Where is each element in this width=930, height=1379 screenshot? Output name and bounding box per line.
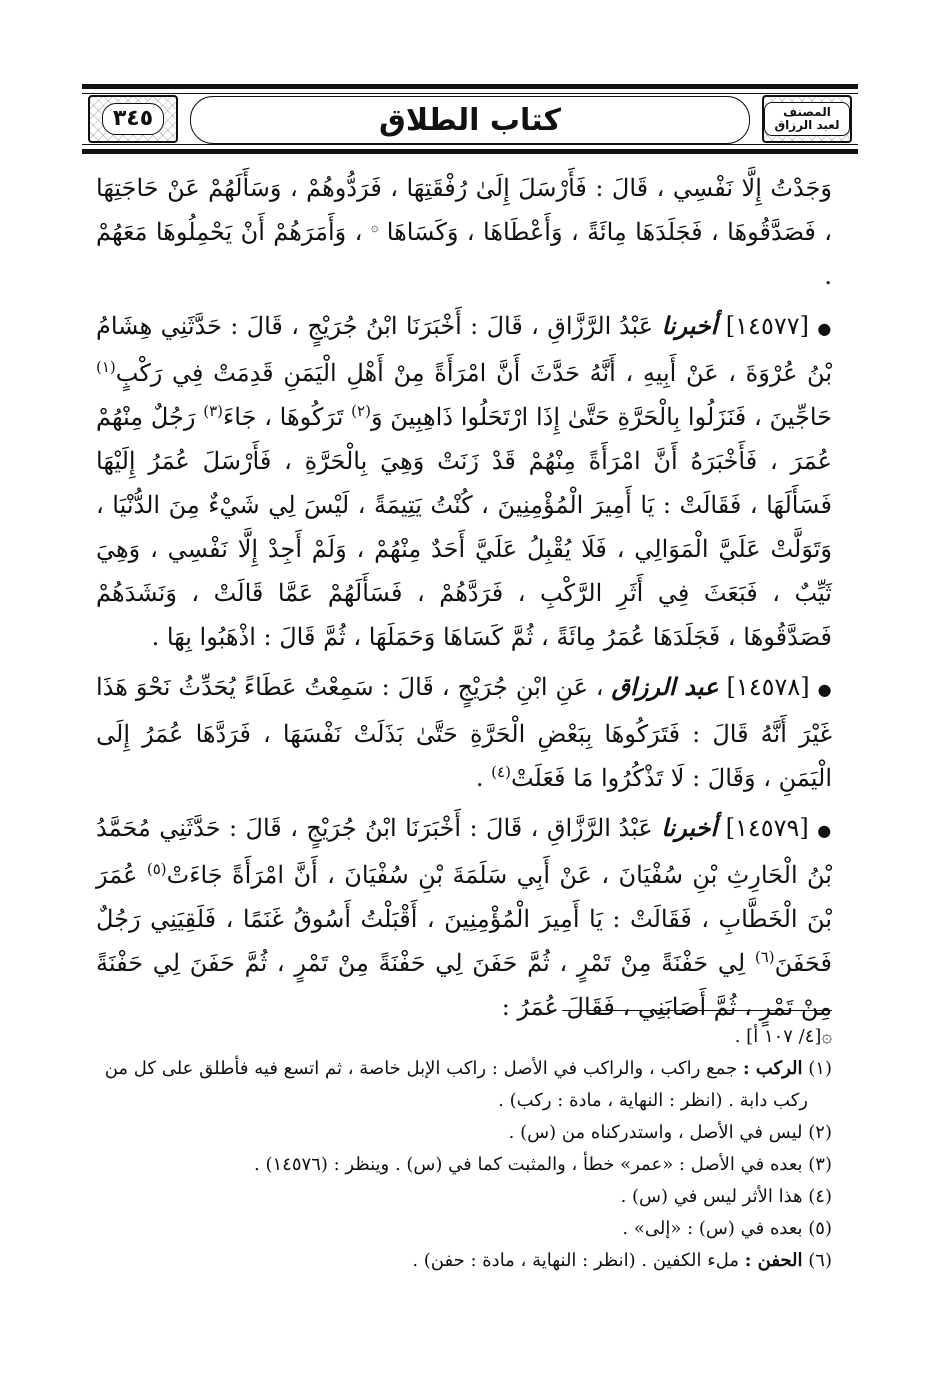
folio-note: ۞[٤/ ١٠٧ أ] . bbox=[734, 1026, 832, 1047]
hadith-14579 bbox=[96, 806, 832, 1029]
hadith-source: أخبرنا bbox=[661, 311, 718, 340]
footnote-number: (٣) bbox=[808, 1154, 832, 1175]
footnote-separator bbox=[562, 1010, 832, 1011]
folio-marker-icon: ۞ bbox=[370, 220, 379, 235]
chapter-title: كتاب الطلاق bbox=[379, 102, 561, 138]
bullet-icon: ● bbox=[817, 680, 832, 699]
footnote-item bbox=[96, 1182, 832, 1212]
hadith-text: عُمَرَ بْنَ الْخَطَّابِ ، فَقَالَتْ : يَا أَمِيرَ الْمُؤْمِنِينَ ، أَقْبَلْتُ أَسُوقُ غَنَمًا ، فَلَقِيَنِي رَجُلٌ فَحَفَنَ bbox=[96, 861, 832, 977]
book-logo: المصنف لعبد الرزاق bbox=[764, 102, 850, 136]
footnote-ref: (١) bbox=[96, 358, 116, 376]
hadith-source: أخبرنا bbox=[661, 813, 718, 842]
footnote-number: (٥) bbox=[808, 1218, 832, 1239]
page-number-ornament bbox=[88, 95, 178, 143]
footnote-number: (١) bbox=[808, 1058, 832, 1079]
footnote-ref: (٣) bbox=[203, 402, 224, 420]
footnote-text: بعده في الأصل : «عمر» خطأ ، والمثبت كما في (س) . وينظر : (١٤٥٧٦) . bbox=[254, 1154, 803, 1175]
footnote-item bbox=[96, 1246, 832, 1276]
footnote-text: بعده في (س) : «إلى» . bbox=[622, 1218, 803, 1239]
page-header bbox=[82, 84, 858, 154]
main-text bbox=[96, 166, 832, 1035]
hadith-text: ، عَنِ ابْنِ جُرَيْجٍ ، قَالَ : سَمِعْتُ عَطَاءً يُحَدِّثُ نَحْوَ هَذَا غَيْرَ أَنَّهُ قَالَ : فَتَرَكُوهَا بِبَعْضِ الْحَرَّةِ حَتَّىٰ بَذَلَتْ نَفْسَهَا ، فَرَدَّهَا عُمَرُ إِلَى الْيَمَنِ ، وَقَالَ : لَا تَذْكُرُوا مَا فَعَلَتْ bbox=[96, 673, 832, 792]
footnote-number: (٦) bbox=[808, 1250, 832, 1271]
hadith-number: [١٤٥٧٨] bbox=[726, 673, 810, 701]
footnote-text: ليس في الأصل ، واستدركناه من (س) . bbox=[508, 1122, 803, 1143]
footnotes bbox=[96, 1022, 832, 1278]
footnote-text: ملء الكفين . (انظر : النهاية ، مادة : حفن) . bbox=[412, 1250, 739, 1271]
hadith-text: تَرَكُوهَا ، جَاءَ bbox=[223, 403, 344, 431]
hadith-text: لِي حَفْنَةً مِنْ تَمْرٍ ، ثُمَّ حَفَنَ لِي حَفْنَةً مِنْ تَمْرٍ ، ثُمَّ حَفَنَ لِي حَفْنَةً مِنْ تَمْرٍ ، ثُمَّ أَصَابَنِي ، فَقَالَ عُمَرُ : bbox=[96, 949, 832, 1021]
hadith-14578 bbox=[96, 665, 832, 800]
footnote-continuation: ركب دابة . (انظر : النهاية ، مادة : ركب) . bbox=[498, 1090, 808, 1111]
book-logo-ornament bbox=[762, 95, 852, 143]
footnote-number: (٢) bbox=[808, 1122, 832, 1143]
hadith-text: رَجُلٌ مِنْهُمْ عُمَرَ ، فَأَخْبَرَهُ أَنَّ امْرَأَةً مِنْهُمْ قَدْ زَنَتْ وَهِيَ بِالْحَرَّةِ ، فَأَرْسَلَ عُمَرُ إِلَيْهَا فَسَأَلَهَا ، فَقَالَتْ : يَا أَمِيرَ الْمُؤْمِنِينَ ، كُنْتُ يَتِيمَةً ، لَيْسَ لِي شَيْءٌ مِنَ الدُّنْيَا ، وَتَوَلَّتْ عَلَيَّ الْمَوَالِي ، فَلَا يُقْبِلُ عَلَيَّ أَحَدٌ مِنْهُمْ ، وَلَمْ أَجِدْ إِلَّا نَفْسِي ، وَهِيَ ثَيِّبٌ ، فَبَعَثَ فِي أَثَرِ الرَّكْبِ ، فَرَدَّهُمْ ، فَسَأَلَهُمْ عَمَّا قَالَتْ ، وَنَشَدَهُمْ فَصَدَّقُوهَا ، فَجَلَدَهَا عُمَرُ مِائَةً ، ثُمَّ كَسَاهَا وَحَمَلَهَا ، ثُمَّ قَالَ : اذْهَبُوا بِهَا . bbox=[96, 403, 832, 651]
footnote-term: الركب : bbox=[742, 1058, 803, 1079]
footnote-item bbox=[96, 1054, 832, 1084]
hadith-14577 bbox=[96, 304, 832, 659]
footnote-number: (٤) bbox=[808, 1186, 832, 1207]
page-number: ٣٤٥ bbox=[102, 103, 164, 135]
footnote-text: هذا الأثر ليس في (س) . bbox=[620, 1186, 803, 1207]
paragraph-continuation bbox=[96, 166, 832, 298]
footnote-ref: (٦) bbox=[754, 948, 775, 966]
hadith-text: عَبْدُ الرَّزَّاقِ ، قَالَ : أَخْبَرَنَا ابْنُ جُرَيْجٍ ، قَالَ : حَدَّثَنِي مُحَمَّدُ بْنُ الْحَارِثِ بْنِ سُفْيَانَ ، عَنْ أَبِي سَلَمَةَ بْنِ سُفْيَانَ ، أَنَّ امْرَأَةً جَاءَتْ bbox=[96, 814, 832, 889]
footnote-ref: (٥) bbox=[146, 860, 167, 878]
paragraph-text: وَجَدْتُ إِلَّا نَفْسِي ، قَالَ : فَأَرْسَلَ إِلَىٰ رُفْقَتِهَا ، فَرَدُّوهُمْ ، وَسَأَلَهُمْ عَنْ حَاجَتِهَا ، فَصَدَّقُوهَا ، فَجَلَدَهَا مِائَةً ، وَأَعْطَاهَا ، وَكَسَاهَا bbox=[96, 174, 832, 246]
hadith-number: [١٤٥٧٩] bbox=[725, 814, 809, 842]
footnote-ref: (٤) bbox=[491, 763, 511, 781]
hadith-text: عَبْدُ الرَّزَّاقِ ، قَالَ : أَخْبَرَنَا ابْنُ جُرَيْجٍ ، قَالَ : حَدَّثَنِي هِشَامُ بْنُ عُرْوَةَ ، عَنْ أَبِيهِ ، أَنَّهُ حَدَّثَ أَنَّ امْرَأَةً مِنْ أَهْلِ الْيَمَنِ قَدِمَتْ فِي رَكْبٍ bbox=[96, 312, 832, 387]
footnote-ref: (٢) bbox=[351, 402, 371, 420]
footnote-item bbox=[96, 1214, 832, 1244]
footnote-item bbox=[96, 1118, 832, 1148]
chapter-title-cartouche bbox=[190, 96, 750, 144]
footnote-text: جمع راكب ، والراكب في الأصل : راكب الإبل خاصة ، ثم اتسع فيه فأطلق على كل من bbox=[104, 1058, 738, 1079]
hadith-text: . bbox=[475, 764, 484, 792]
hadith-number: [١٤٥٧٧] bbox=[725, 312, 809, 340]
footnote-item bbox=[96, 1150, 832, 1180]
bullet-icon: ● bbox=[817, 319, 832, 338]
hadith-text: حَاجِّينَ ، فَنَزَلُوا بِالْحَرَّةِ حَتَّىٰ إِذَا ارْتَحَلُوا ذَاهِبِينَ وَ bbox=[370, 403, 832, 431]
bullet-icon: ● bbox=[817, 821, 832, 840]
hadith-source: عبد الرزاق bbox=[611, 672, 719, 701]
paragraph-text: ، وَأَمَرَهُمْ أَنْ يَحْمِلُوهَا مَعَهُمْ . bbox=[96, 218, 832, 290]
footnote-term: الحفن : bbox=[744, 1250, 803, 1271]
